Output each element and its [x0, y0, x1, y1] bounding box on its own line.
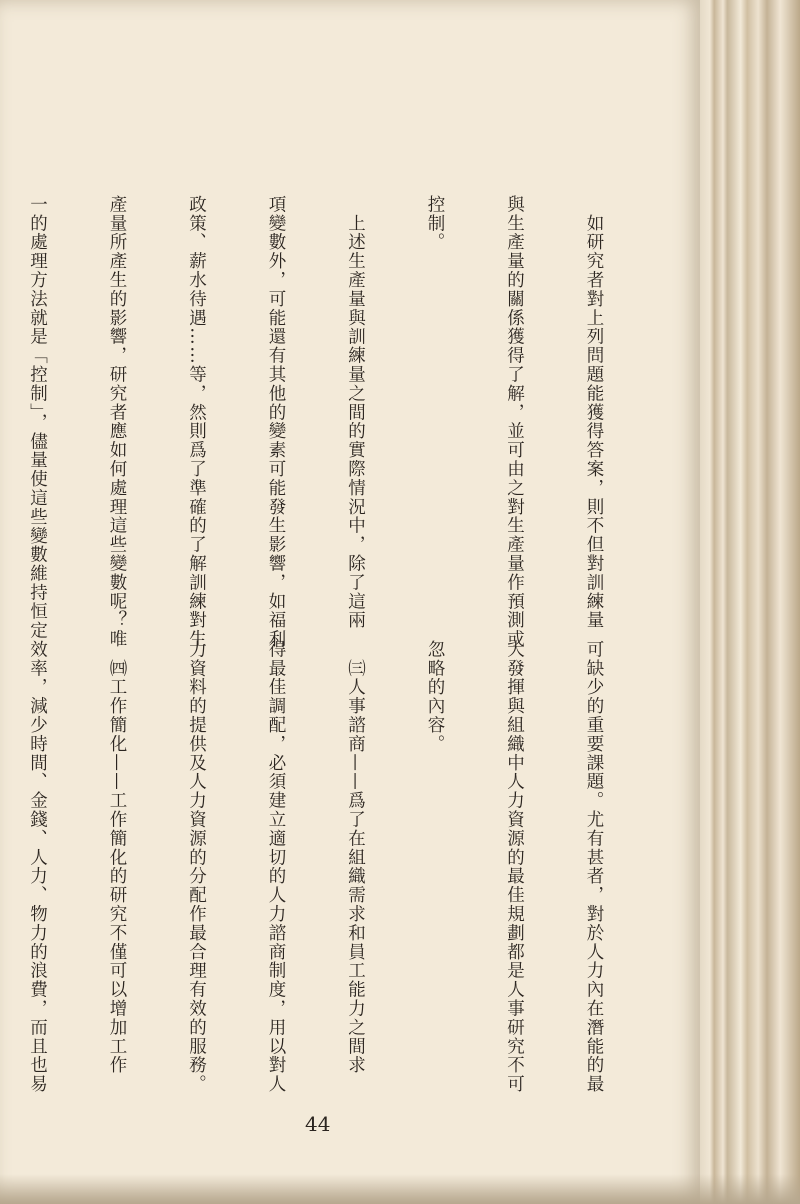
- text-line: 政策、薪水待遇……等，然則爲了準確的了解訓練對生: [186, 195, 207, 649]
- text-line: 忽略的內容。: [425, 640, 445, 754]
- page-number: 44: [305, 1112, 331, 1136]
- text-line: ㈣工作簡化——工作簡化的研究不僅可以增加工作: [107, 640, 127, 1075]
- upper-text-block: [0, 195, 660, 649]
- text-line: 上述生產量與訓練量之間的實際情況中，除了這兩: [345, 195, 366, 630]
- text-line: 一的處理方法就是「控制」，儘量使這些變數維持恒定: [27, 195, 48, 640]
- text-line: 力資料的提供及人力資源的分配作最合理有效的服務。: [186, 640, 207, 1094]
- text-line: 如研究者對上列問題能獲得答案，則不但對訓練量: [584, 195, 604, 630]
- text-line: 大發揮與組織中人力資源的最佳規劃都是人事研究不可: [504, 640, 525, 1094]
- text-line: 可缺少的重要課題。尤有甚者，對於人力內在潛能的最: [584, 640, 604, 1094]
- lower-text-block: [0, 640, 660, 1100]
- text-line: 項變數外，可能還有其他的變素可能發生影響，如福利: [266, 195, 286, 649]
- book-page-edges: [690, 0, 800, 1204]
- page-shadow: [0, 1174, 800, 1204]
- text-line: ㈢人事諮商——爲了在組織需求和員工能力之間求: [345, 640, 366, 1075]
- text-line: 效率，減少時間、金錢、人力、物力的浪費，而且也易: [27, 640, 48, 1094]
- text-line: 產量所產生的影響，研究者應如何處理這些變數呢？唯: [107, 195, 127, 649]
- text-line: 控制。: [425, 195, 445, 252]
- text-line: 得最佳調配，必須建立適切的人力諮商制度，用以對人: [266, 640, 286, 1094]
- text-line: 與生產量的關係獲得了解，並可由之對生產量作預測或: [504, 195, 525, 649]
